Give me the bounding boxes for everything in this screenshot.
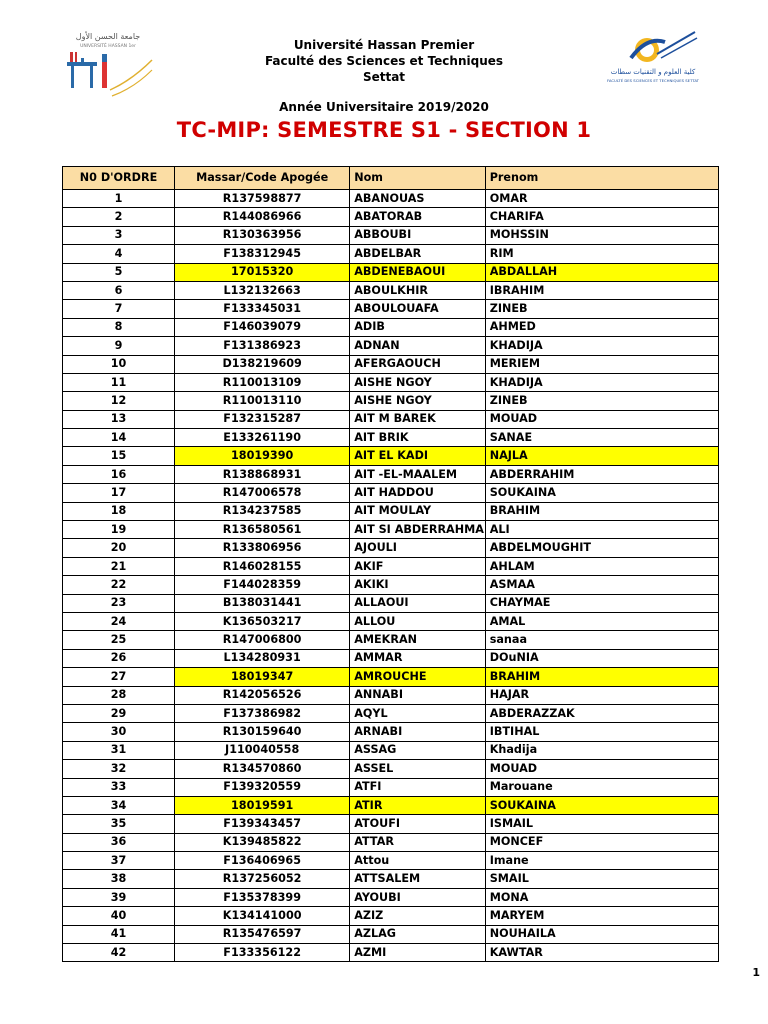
cell-nom: AIT -EL-MAALEM [350,465,485,483]
cell-nom: AIT SI ABDERRAHMA [350,521,485,539]
cell-code: 18019591 [175,796,350,814]
cell-prenom: AHLAM [485,557,718,575]
faculty-name: Faculté des Sciences et Techniques [264,54,504,68]
cell-prenom: SOUKAINA [485,796,718,814]
cell-code: R135476597 [175,925,350,943]
cell-code: F146039079 [175,318,350,336]
cell-prenom: KHADIJA [485,373,718,391]
cell-code: R134570860 [175,760,350,778]
cell-order: 30 [63,723,175,741]
cell-nom: AQYL [350,704,485,722]
faculty-logo [607,28,699,94]
cell-prenom: BRAHIM [485,502,718,520]
column-header-prenom: Prenom [485,167,718,190]
logo-arabic-text: جامعة الحسن الأول [75,32,141,41]
cell-nom: AMEKRAN [350,631,485,649]
cell-nom: ABOULOUAFA [350,300,485,318]
cell-order: 3 [63,226,175,244]
cell-order: 4 [63,245,175,263]
table-row [63,833,719,851]
cell-code: L134280931 [175,649,350,667]
table-row [63,907,719,925]
logo-latin-text: FACULTÉ DES SCIENCES ET TECHNIQUES SETTAT [607,78,699,83]
cell-prenom: ABDELMOUGHIT [485,539,718,557]
table-row [63,888,719,906]
cell-code: R138868931 [175,465,350,483]
table-row [63,355,719,373]
cell-code: R137256052 [175,870,350,888]
table-row [63,447,719,465]
cell-code: F144028359 [175,576,350,594]
university-name: Université Hassan Premier [293,38,475,52]
cell-prenom: RIM [485,245,718,263]
cell-order: 9 [63,337,175,355]
cell-prenom: CHAYMAE [485,594,718,612]
cell-nom: AKIKI [350,576,485,594]
cell-prenom: AMAL [485,612,718,630]
cell-order: 7 [63,300,175,318]
cell-code: R144086966 [175,208,350,226]
cell-prenom: MOHSSIN [485,226,718,244]
cell-code: R137598877 [175,190,350,208]
cell-nom: ABDENEBAOUI [350,263,485,281]
cell-prenom: IBRAHIM [485,281,718,299]
cell-prenom: KAWTAR [485,944,718,962]
cell-code: R134237585 [175,502,350,520]
cell-order: 29 [63,704,175,722]
table-row [63,723,719,741]
cell-prenom: SMAIL [485,870,718,888]
cell-order: 23 [63,594,175,612]
cell-order: 41 [63,925,175,943]
cell-order: 17 [63,484,175,502]
table-row [63,870,719,888]
table-row [63,944,719,962]
cell-code: J110040558 [175,741,350,759]
cell-code: F139320559 [175,778,350,796]
cell-code: F137386982 [175,704,350,722]
cell-nom: AIT EL KADI [350,447,485,465]
table-row [63,741,719,759]
table-row [63,704,719,722]
table-row [63,521,719,539]
table-row [63,686,719,704]
cell-code: F132315287 [175,410,350,428]
cell-prenom: Khadija [485,741,718,759]
cell-nom: ASSEL [350,760,485,778]
table-row [63,484,719,502]
cell-order: 20 [63,539,175,557]
cell-order: 13 [63,410,175,428]
academic-year: Année Universitaire 2019/2020 [279,100,489,114]
table-row [63,263,719,281]
cell-code: 17015320 [175,263,350,281]
student-roster-table [62,166,719,962]
cell-nom: AIT M BAREK [350,410,485,428]
cell-order: 11 [63,373,175,391]
cell-order: 31 [63,741,175,759]
cell-code: R110013109 [175,373,350,391]
cell-order: 28 [63,686,175,704]
cell-code: F139343457 [175,815,350,833]
page-number: 1 [752,966,760,979]
cell-order: 8 [63,318,175,336]
cell-order: 12 [63,392,175,410]
cell-nom: ATOUFI [350,815,485,833]
cell-code: F136406965 [175,852,350,870]
cell-prenom: MARYEM [485,907,718,925]
table-row [63,226,719,244]
cell-nom: ABOULKHIR [350,281,485,299]
cell-nom: ASSAG [350,741,485,759]
cell-code: R110013110 [175,392,350,410]
table-row [63,557,719,575]
logo-latin-text: UNIVERSITÉ HASSAN 1er [80,44,136,49]
cell-nom: AZIZ [350,907,485,925]
cell-nom: AZMI [350,944,485,962]
table-row [63,208,719,226]
document-title: TC-MIP: SEMESTRE S1 - SECTION 1 [176,118,592,142]
cell-prenom: ZINEB [485,392,718,410]
cell-code: R147006578 [175,484,350,502]
cell-code: L132132663 [175,281,350,299]
cell-order: 35 [63,815,175,833]
cell-prenom: MONCEF [485,833,718,851]
cell-prenom: AHMED [485,318,718,336]
cell-nom: AIT HADDOU [350,484,485,502]
cell-nom: AMMAR [350,649,485,667]
cell-prenom: NOUHAILA [485,925,718,943]
cell-code: R136580561 [175,521,350,539]
cell-order: 26 [63,649,175,667]
cell-prenom: ABDERRAHIM [485,465,718,483]
table-row [63,852,719,870]
cell-order: 24 [63,612,175,630]
cell-prenom: IBTIHAL [485,723,718,741]
cell-order: 37 [63,852,175,870]
cell-nom: ATFI [350,778,485,796]
cell-nom: ABDELBAR [350,245,485,263]
table-row [63,502,719,520]
cell-prenom: SOUKAINA [485,484,718,502]
cell-order: 15 [63,447,175,465]
cell-nom: AYOUBI [350,888,485,906]
cell-code: R130159640 [175,723,350,741]
cell-prenom: Marouane [485,778,718,796]
cell-order: 38 [63,870,175,888]
table-body [63,190,719,962]
cell-nom: AIT MOULAY [350,502,485,520]
cell-order: 19 [63,521,175,539]
cell-nom: AMROUCHE [350,668,485,686]
cell-prenom: Imane [485,852,718,870]
cell-code: F133356122 [175,944,350,962]
cell-nom: ADIB [350,318,485,336]
cell-nom: AISHE NGOY [350,392,485,410]
cell-code: R133806956 [175,539,350,557]
table-row [63,245,719,263]
cell-nom: AFERGAOUCH [350,355,485,373]
cell-prenom: SANAE [485,429,718,447]
cell-order: 39 [63,888,175,906]
table-row [63,281,719,299]
column-header-nom: Nom [350,167,485,190]
cell-prenom: ISMAIL [485,815,718,833]
table-row [63,429,719,447]
table-header-row [63,167,719,190]
table-row [63,337,719,355]
table-row [63,539,719,557]
cell-prenom: MOUAD [485,760,718,778]
cell-nom: Attou [350,852,485,870]
cell-prenom: MOUAD [485,410,718,428]
cell-order: 14 [63,429,175,447]
cell-code: B138031441 [175,594,350,612]
table-row [63,612,719,630]
cell-order: 34 [63,796,175,814]
cell-nom: ABANOUAS [350,190,485,208]
cell-nom: ARNABI [350,723,485,741]
cell-prenom: ALI [485,521,718,539]
cell-nom: AZLAG [350,925,485,943]
cell-prenom: KHADIJA [485,337,718,355]
cell-order: 5 [63,263,175,281]
cell-prenom: HAJAR [485,686,718,704]
cell-prenom: sanaa [485,631,718,649]
cell-code: D138219609 [175,355,350,373]
cell-code: R142056526 [175,686,350,704]
table-row [63,594,719,612]
cell-prenom: ABDERAZZAK [485,704,718,722]
table-row [63,465,719,483]
cell-code: K139485822 [175,833,350,851]
cell-prenom: ASMAA [485,576,718,594]
cell-order: 22 [63,576,175,594]
cell-order: 16 [63,465,175,483]
cell-order: 27 [63,668,175,686]
cell-code: E133261190 [175,429,350,447]
table-row [63,778,719,796]
cell-order: 36 [63,833,175,851]
cell-prenom: ABDALLAH [485,263,718,281]
table-row [63,373,719,391]
table-row [63,760,719,778]
table-row [63,318,719,336]
cell-nom: AIT BRIK [350,429,485,447]
cell-order: 2 [63,208,175,226]
logo-arabic-text: كلية العلوم و التقنيات سطات [610,68,696,76]
cell-nom: AISHE NGOY [350,373,485,391]
cell-nom: ATTAR [350,833,485,851]
cell-order: 33 [63,778,175,796]
cell-nom: ALLAOUI [350,594,485,612]
city-name: Settat [362,70,406,84]
cell-prenom: BRAHIM [485,668,718,686]
cell-nom: ALLOU [350,612,485,630]
table-row [63,190,719,208]
cell-prenom: MERIEM [485,355,718,373]
table-row [63,649,719,667]
table-row [63,668,719,686]
cell-nom: ADNAN [350,337,485,355]
cell-prenom: OMAR [485,190,718,208]
cell-code: F135378399 [175,888,350,906]
cell-order: 1 [63,190,175,208]
cell-code: K136503217 [175,612,350,630]
cell-nom: ATIR [350,796,485,814]
cell-code: K134141000 [175,907,350,925]
cell-order: 6 [63,281,175,299]
column-header-order: N0 D'ORDRE [63,167,175,190]
table-row [63,410,719,428]
cell-code: F138312945 [175,245,350,263]
cell-prenom: DOuNIA [485,649,718,667]
cell-order: 18 [63,502,175,520]
cell-order: 25 [63,631,175,649]
cell-nom: ANNABI [350,686,485,704]
cell-prenom: NAJLA [485,447,718,465]
table-row [63,925,719,943]
cell-nom: AJOULI [350,539,485,557]
cell-prenom: MONA [485,888,718,906]
university-logo [62,30,154,102]
cell-code: R130363956 [175,226,350,244]
cell-nom: ABATORAB [350,208,485,226]
cell-code: F133345031 [175,300,350,318]
table-row [63,392,719,410]
cell-order: 40 [63,907,175,925]
document-header [200,37,568,85]
table-row [63,815,719,833]
cell-nom: ABBOUBI [350,226,485,244]
cell-order: 32 [63,760,175,778]
cell-code: R147006800 [175,631,350,649]
table-row [63,631,719,649]
table-row [63,300,719,318]
table-row [63,576,719,594]
cell-order: 10 [63,355,175,373]
cell-prenom: CHARIFA [485,208,718,226]
cell-code: 18019347 [175,668,350,686]
cell-code: 18019390 [175,447,350,465]
table-row [63,796,719,814]
cell-code: F131386923 [175,337,350,355]
column-header-code: Massar/Code Apogée [175,167,350,190]
cell-nom: ATTSALEM [350,870,485,888]
cell-order: 21 [63,557,175,575]
cell-prenom: ZINEB [485,300,718,318]
cell-order: 42 [63,944,175,962]
cell-code: R146028155 [175,557,350,575]
cell-nom: AKIF [350,557,485,575]
